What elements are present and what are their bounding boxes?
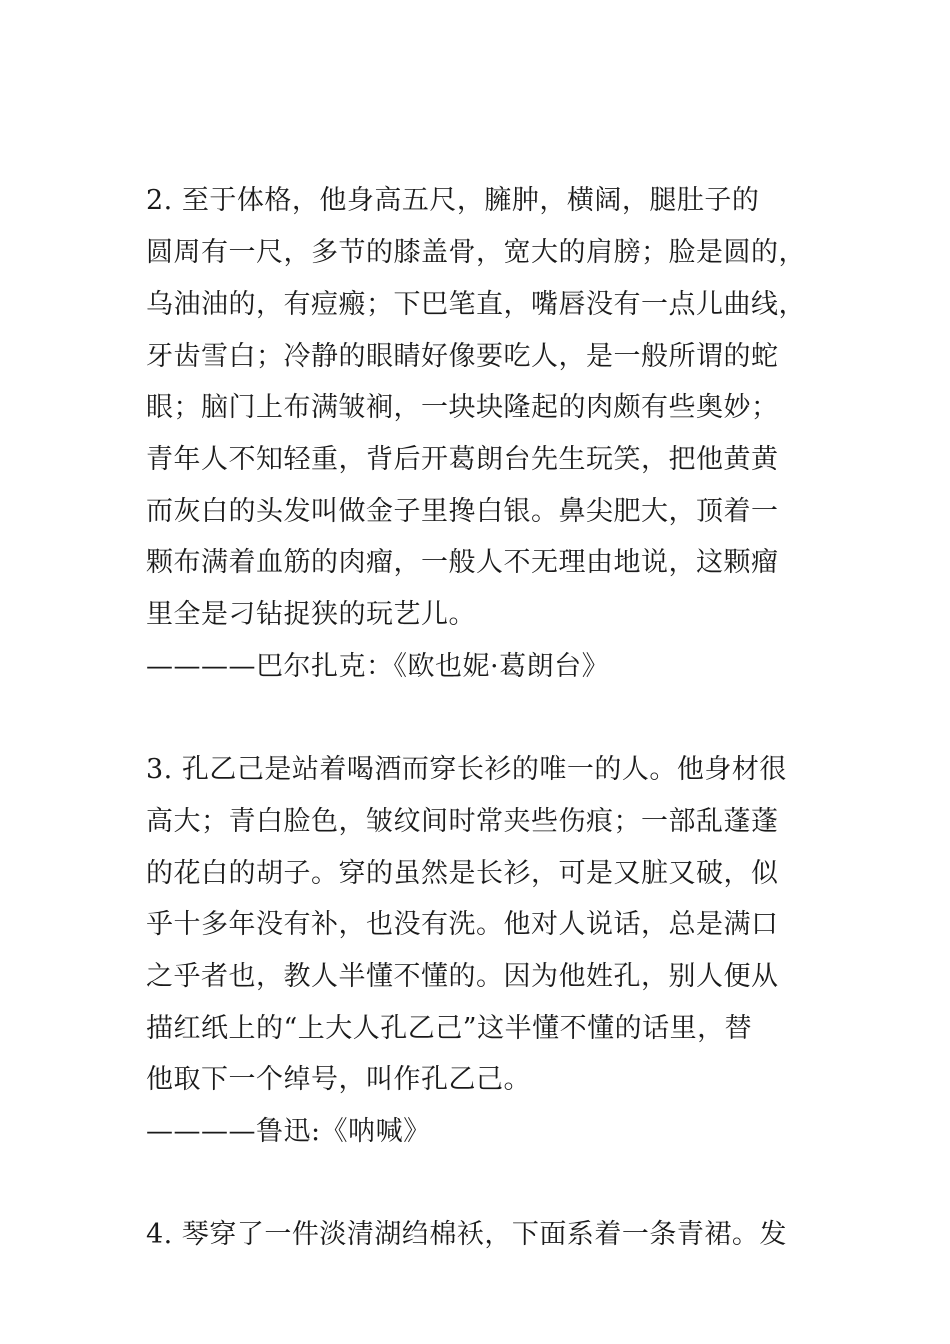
passage-3-line-7: 他取下一个绰号，叫作孔乙己。 (146, 1064, 531, 1095)
passage-2-line-1: 2. 至于体格，他身高五尺，臃肿，横阔，腿肚子的 (146, 185, 760, 216)
passage-3-line-2: 高大；青白脸色，皱纹间时常夹些伤痕；一部乱蓬蓬 (146, 806, 779, 837)
passage-2-line-8: 颗布满着血筋的肉瘤，一般人不无理由地说，这颗瘤 (146, 547, 779, 578)
passage-2-line-2: 圆周有一尺，多节的膝盖骨，宽大的肩膀；脸是圆的， (146, 237, 806, 268)
passage-2-line-3: 乌油油的，有痘瘢；下巴笔直，嘴唇没有一点儿曲线， (146, 289, 806, 320)
passage-4-line-1: 4. 琴穿了一件淡清湖绉棉袄，下面系着一条青裙。发 (146, 1219, 787, 1250)
passage-2-line-4: 牙齿雪白；冷静的眼睛好像要吃人，是一般所谓的蛇 (146, 341, 779, 372)
passage-3-source: ————鲁迅:《呐喊》 (146, 1116, 431, 1147)
passage-2-line-6: 青年人不知轻重，背后开葛朗台先生玩笑，把他黄黄 (146, 444, 779, 475)
passage-3-line-5: 之乎者也，教人半懂不懂的。因为他姓孔，别人便从 (146, 961, 779, 992)
passage-3-line-4: 乎十多年没有补，也没有洗。他对人说话，总是满口 (146, 909, 779, 940)
passage-3-line-3: 的花白的胡子。穿的虽然是长衫，可是又脏又破，似 (146, 858, 779, 889)
passage-2-line-7: 而灰白的头发叫做金子里搀白银。鼻尖肥大，顶着一 (146, 496, 779, 527)
passage-2-line-5: 眼；脑门上布满皱裥，一块块隆起的肉颇有些奥妙； (146, 392, 779, 423)
passage-2-line-9: 里全是刁钻捉狭的玩艺儿。 (146, 599, 476, 630)
passage-3-line-6: 描红纸上的“上大人孔乙己”这半懂不懂的话里，替 (146, 1013, 753, 1044)
passage-3-line-1: 3. 孔乙己是站着喝酒而穿长衫的唯一的人。他身材很 (146, 754, 787, 785)
passage-2-source: ————巴尔扎克：《欧也妮·葛朗台》 (146, 651, 610, 682)
